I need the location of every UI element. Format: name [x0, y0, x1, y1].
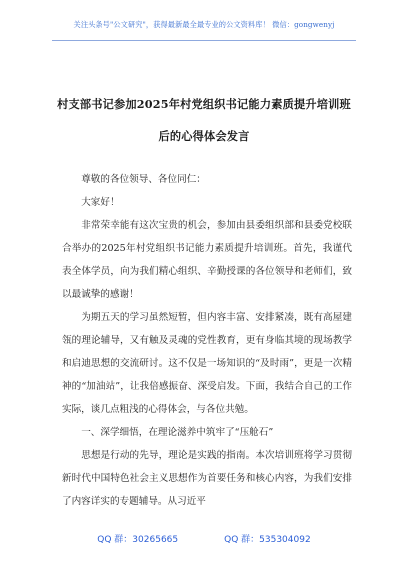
body-paragraph: 思想是行动的先导，理论是实践的指南。本次培训班将学习贯彻新时代中国特色社会主义思想作为首要任务和核心内容，为我们安排了内容详实的专题辅导。从习近平	[62, 450, 352, 507]
footer-qq-group-1: QQ 群：30265665	[97, 535, 179, 545]
greeting: 大家好！	[81, 197, 120, 208]
salutation: 尊敬的各位领导、各位同仁：	[81, 174, 206, 185]
header-notice: 关注头条号"公文研究"，获得最新最全最专业的公文资料库！ 微信：gongwenyj	[73, 20, 335, 29]
header-divider	[52, 40, 356, 41]
document-title-line-2: 后的心得体会发言	[158, 129, 250, 143]
footer	[0, 532, 408, 545]
document-body	[62, 168, 352, 513]
body-paragraph: 非常荣幸能有这次宝贵的机会，参加由县委组织部和县委党校联合举办的2025年村党组织书记能力素质提升培训班。首先，我谨代表全体学员，向为我们精心组织、辛勤授课的各位领导和老师们，致以最诚挚的感谢！	[62, 220, 352, 300]
footer-qq-group-2: QQ 群：535304092	[224, 535, 311, 545]
section-heading: 一、深学细悟，在理论滋养中筑牢了“压舱石”	[81, 427, 274, 438]
body-paragraph: 为期五天的学习虽然短暂，但内容丰富、安排紧凑，既有高屋建瓴的理论辅导，又有触及灵魂的党性教育，更有身临其境的现场教学和启迪思想的交流研讨。这不仅是一场知识的“及时雨”，更是一次精神的“加油站”，让我倍感振奋、深受启发。下面，我结合自己的工作实际，谈几点粗浅的心得体会，与各位共勉。	[62, 312, 352, 415]
document-title-line-1: 村支部书记参加2025年村党组织书记能力素质提升培训班	[57, 97, 351, 111]
